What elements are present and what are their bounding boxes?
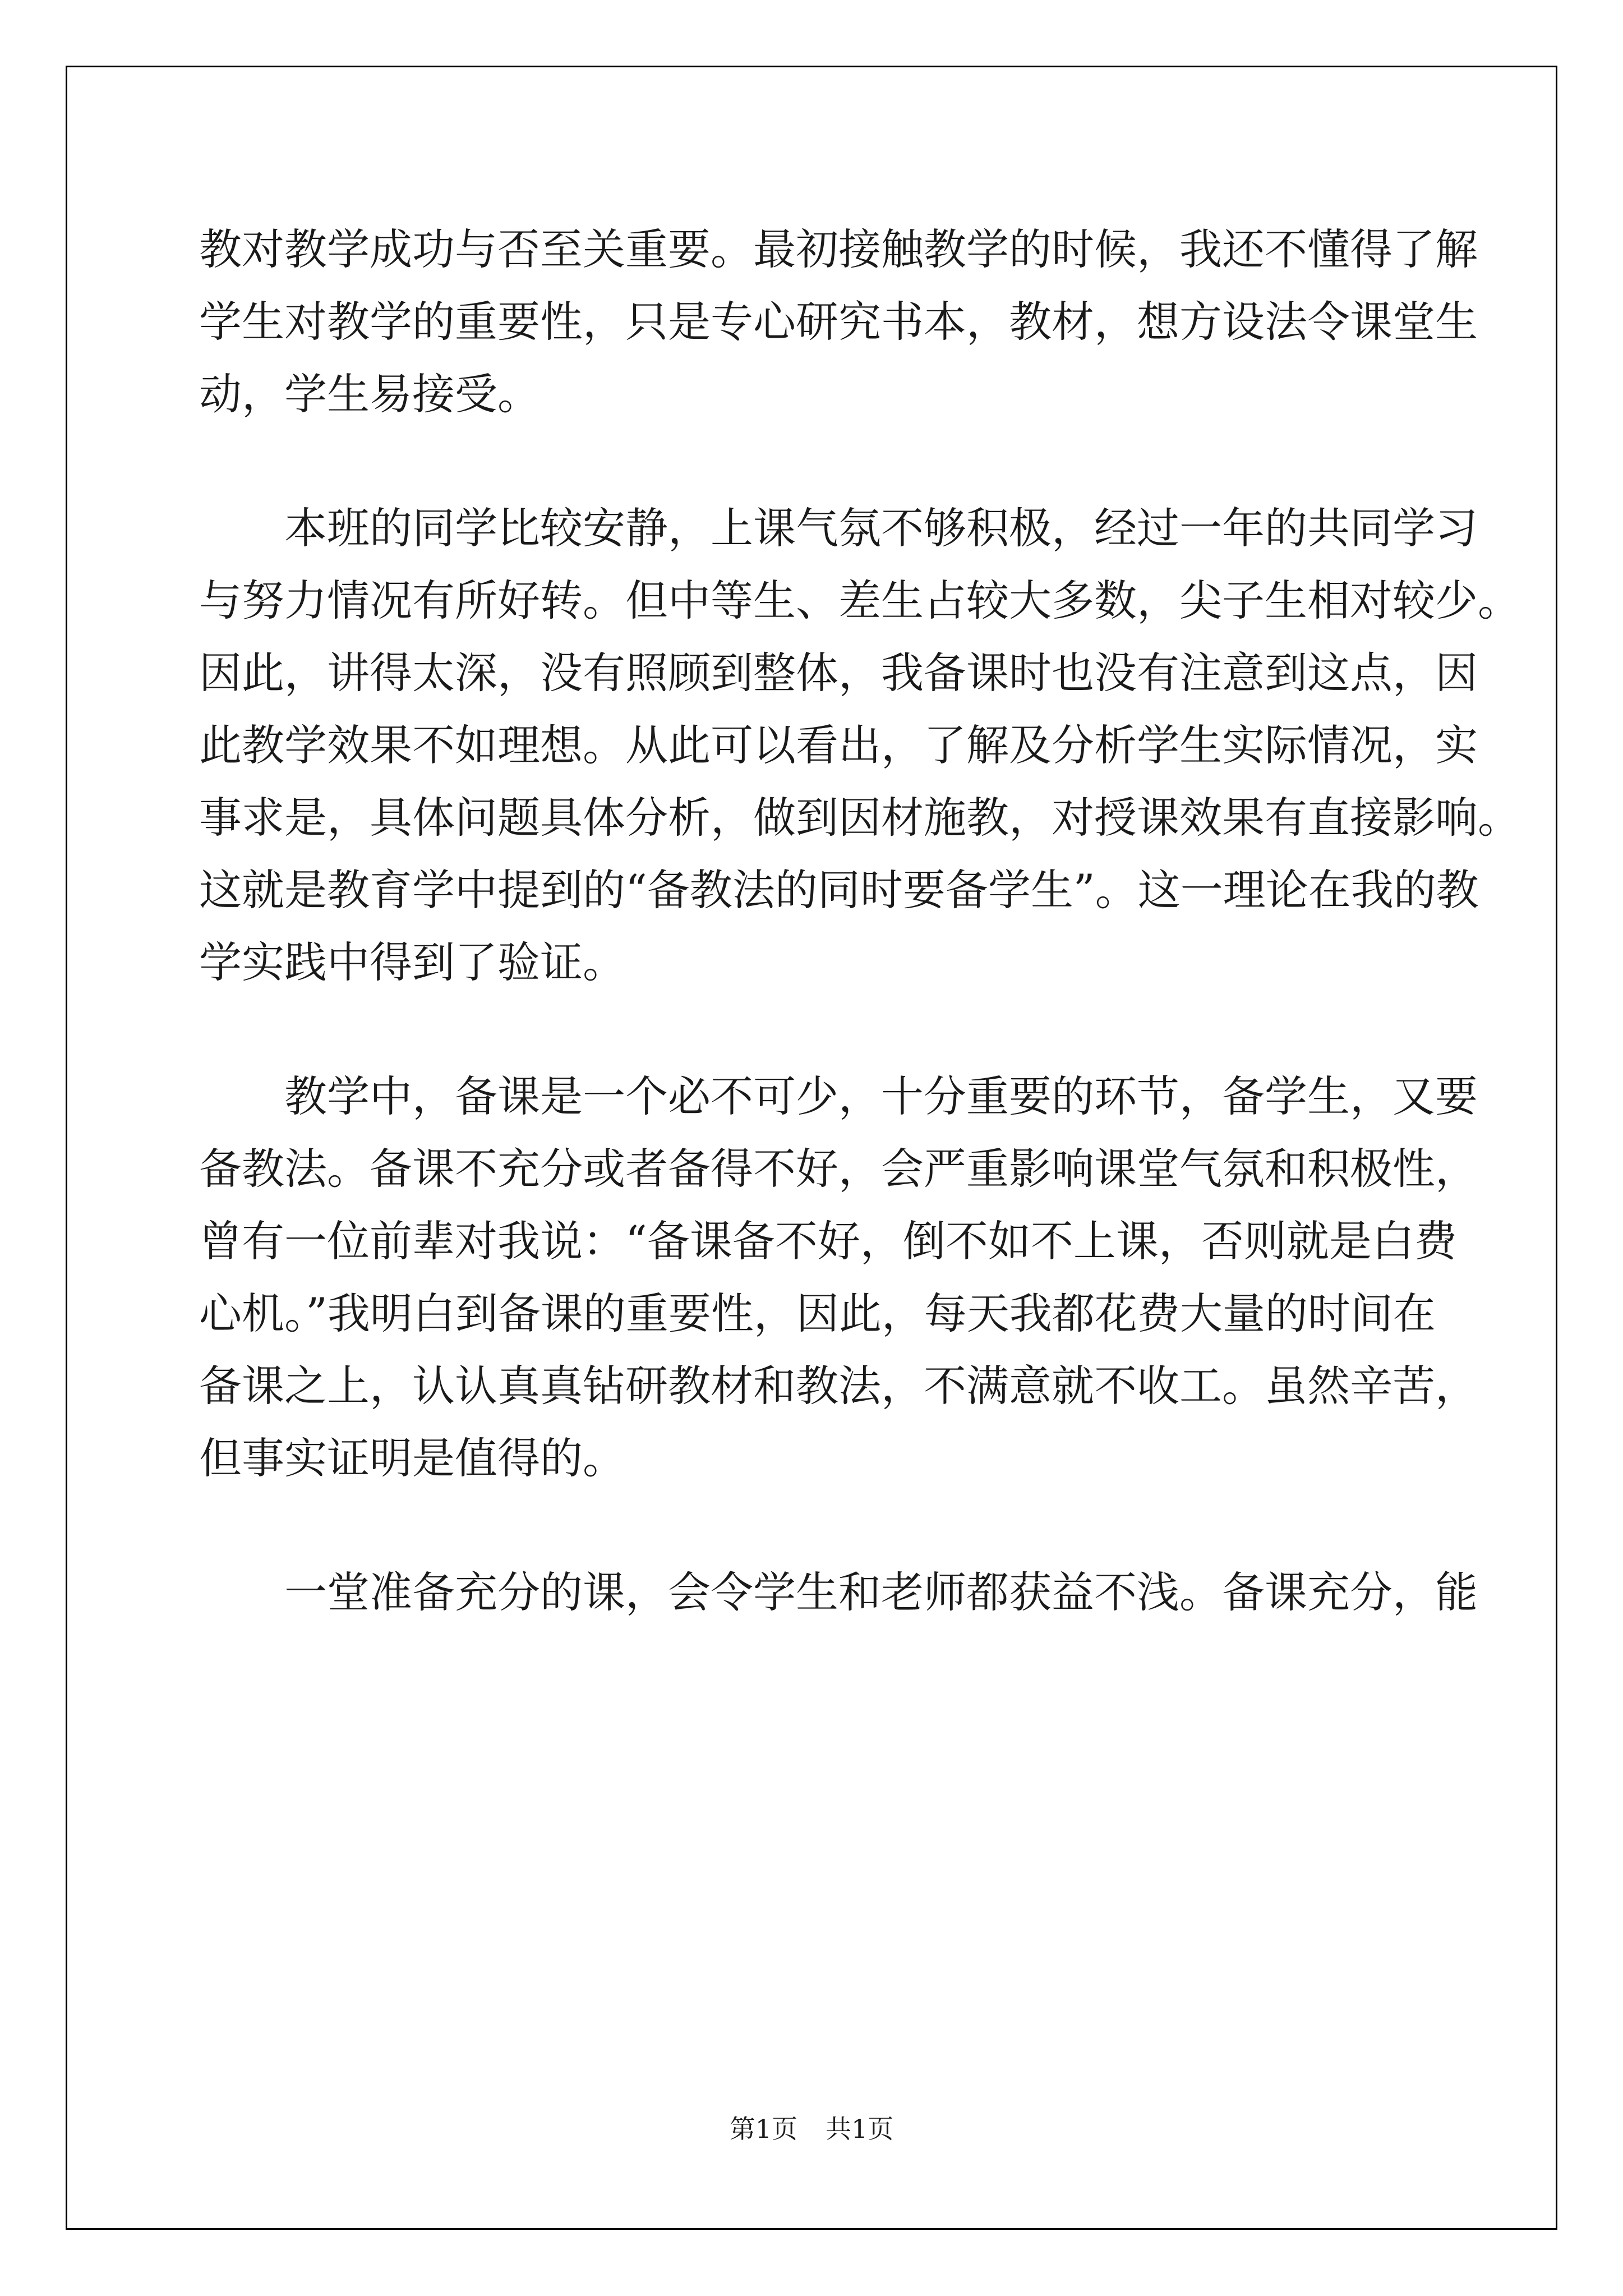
page-footer [0,2109,1623,2148]
text-line-6: 因此，讲得太深，没有照顾到整体，我备课时也没有注意到这点，因 [199,648,1478,698]
text-line-15: 备课之上，认认真真钻研教材和教法，不满意就不收工。虽然辛苦， [199,1361,1478,1411]
text-line-5: 与努力情况有所好转。但中等生、差生占较大多数，尖子生相对较少。 [199,576,1520,625]
page-number: 第1页 [729,2114,797,2144]
text-line-17: 一堂准备充分的课，会令学生和老师都获益不浅。备课充分，能 [199,1567,1478,1617]
text-line-8: 事求是，具体问题具体分析，做到因材施教，对授课效果有直接影响。 [199,793,1520,843]
text-line-2: 学生对教学的重要性，只是专心研究书本，教材，想方设法令课堂生 [199,297,1478,347]
text-line-7: 此教学效果不如理想。从此可以看出，了解及分析学生实际情况，实 [199,720,1478,770]
text-line-10: 学实践中得到了验证。 [199,937,625,987]
text-line-11: 教学中，备课是一个必不可少，十分重要的环节，备学生，又要 [199,1071,1478,1121]
page-total: 共1页 [826,2114,894,2144]
text-line-14: 心机。”我明白到备课的重要性，因此，每天我都花费大量的时间在 [199,1289,1436,1338]
text-line-9: 这就是教育学中提到的“备教法的同时要备学生”。这一理论在我的教 [199,865,1479,915]
text-line-3: 动，学生易接受。 [199,369,540,419]
text-line-1: 教对教学成功与否至关重要。最初接触教学的时候，我还不懂得了解 [199,224,1478,274]
text-line-13: 曾有一位前辈对我说：“备课备不好，倒不如不上课，否则就是白费 [199,1216,1457,1266]
text-line-16: 但事实证明是值得的。 [199,1433,625,1483]
text-line-12: 备教法。备课不充分或者备得不好，会严重影响课堂气氛和积极性， [199,1144,1478,1194]
text-line-4: 本班的同学比较安静，上课气氛不够积极，经过一年的共同学习 [199,503,1478,553]
